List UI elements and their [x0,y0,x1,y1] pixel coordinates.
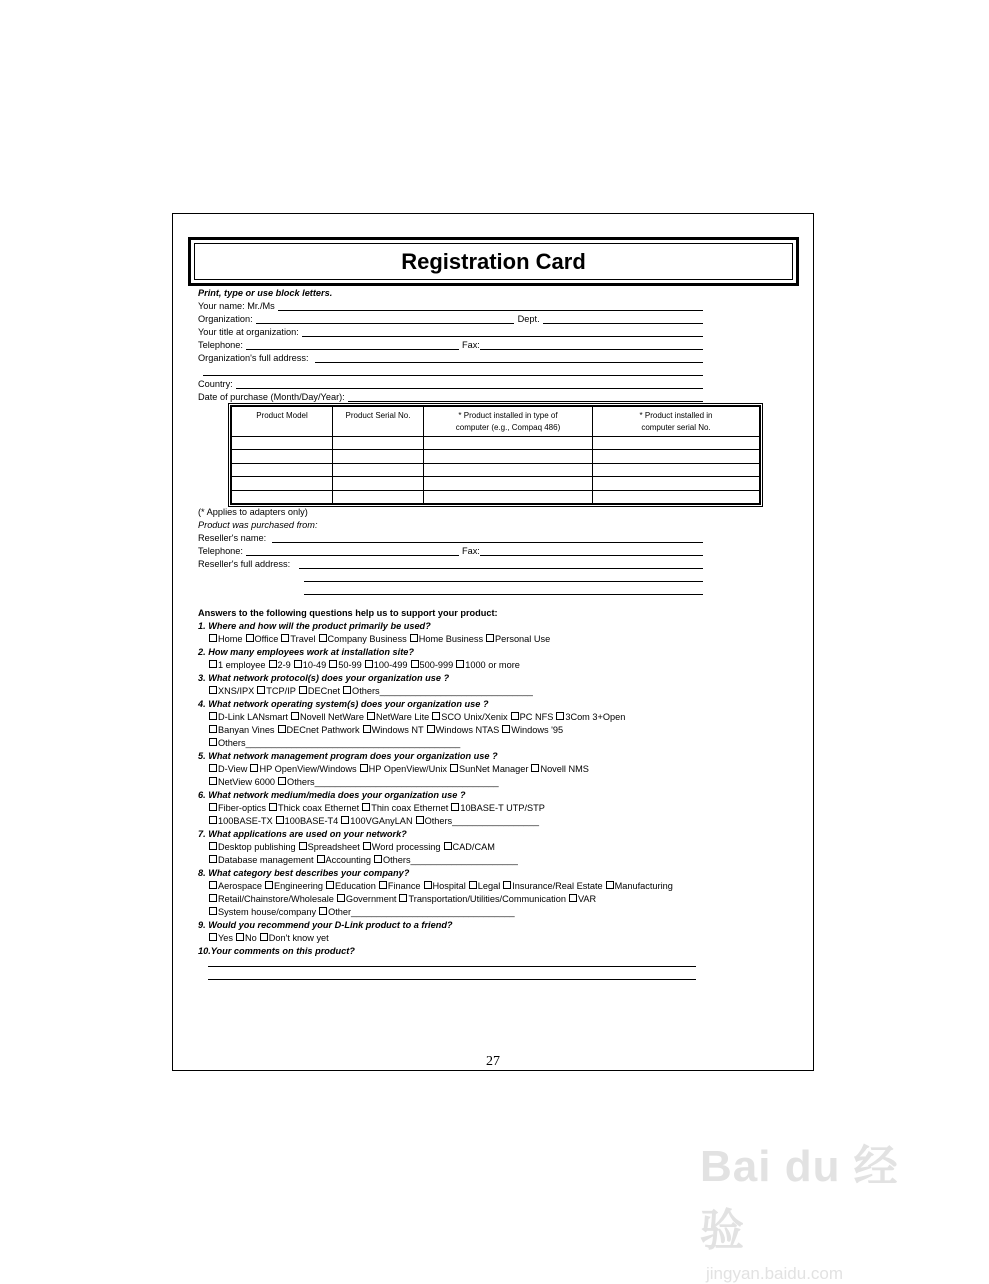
option-label: Fiber-optics [218,803,266,813]
checkbox-icon[interactable] [236,933,244,941]
baidu-watermark [700,1130,940,1283]
option-label: Novell NMS [540,764,589,774]
checkbox-icon[interactable] [432,712,440,720]
table-row [232,490,760,503]
option-label: Home Business [418,634,484,644]
checkbox-icon[interactable] [209,686,217,694]
option-checkbox[interactable] [269,659,291,672]
checkbox-icon[interactable] [209,842,217,850]
question-text: 7. What applications are used on your network? [198,829,407,839]
question-text: 3. What network protocol(s) does your organization use ? [198,673,450,683]
registration-card-page [172,213,814,1071]
reseller-telephone-label: Telephone: [198,546,243,556]
option-checkbox[interactable] [209,776,275,789]
telephone-label: Telephone: [198,340,243,350]
option-label: Windows '95 [511,725,564,735]
option-checkbox[interactable] [281,633,315,646]
option-checkbox[interactable] [269,802,359,815]
checkbox-icon[interactable] [209,894,217,902]
checkbox-icon[interactable] [209,933,217,941]
option-checkbox[interactable] [343,685,533,698]
checkbox-icon[interactable] [503,881,511,889]
option-checkbox[interactable] [257,685,296,698]
checkbox-icon[interactable] [416,816,424,824]
option-checkbox[interactable] [606,880,673,893]
option-checkbox[interactable] [209,685,254,698]
option-checkbox[interactable] [250,763,356,776]
option-label: 50-99 [338,660,362,670]
checkbox-icon[interactable] [556,712,564,720]
option-checkbox[interactable] [416,815,539,828]
option-label: VAR [577,894,597,904]
option-checkbox[interactable] [326,880,376,893]
option-checkbox[interactable] [317,854,371,867]
option-label: Windows NTAS [435,725,500,735]
option-checkbox[interactable] [432,711,507,724]
checkbox-icon[interactable] [337,894,345,902]
option-label: D-Link LANsmart [218,712,288,722]
dept-label: Dept. [517,314,540,324]
option-checkbox[interactable] [451,802,545,815]
option-label: CAD/CAM [452,842,495,852]
checkbox-icon[interactable] [363,725,371,733]
checkbox-icon[interactable] [379,881,387,889]
checkbox-icon[interactable] [209,712,217,720]
checkbox-icon[interactable] [451,803,459,811]
question-text: 6. What network medium/media does your organization use ? [198,790,466,800]
option-checkbox[interactable] [337,893,397,906]
option-checkbox[interactable] [424,880,466,893]
option-checkbox[interactable] [278,776,499,789]
checkbox-icon[interactable] [209,660,217,668]
table-row [232,477,760,490]
table-row [232,463,760,476]
option-label: 1 employee [218,660,266,670]
option-label: D-View [218,764,248,774]
option-label: Government [345,894,397,904]
country-field[interactable] [236,378,703,389]
option-label: Word processing [371,842,441,852]
checkbox-icon[interactable] [511,712,519,720]
organization-label: Organization: [198,314,253,324]
option-checkbox[interactable] [374,854,518,867]
option-checkbox[interactable] [209,841,296,854]
question-text: 1. Where and how will the product primarily be used? [198,621,431,631]
dept-field[interactable] [543,313,703,324]
checkbox-icon[interactable] [469,881,477,889]
reseller-telephone-field[interactable] [246,545,459,556]
option-label: SunNet Manager [458,764,529,774]
option-label: 100-499 [373,660,408,670]
reseller-address-field[interactable] [299,558,703,569]
option-label: HP OpenView/Windows [259,764,357,774]
option-label: DECnet [307,686,341,696]
col-header-model: Product Model [232,407,333,437]
option-label: Thick coax Ethernet [278,803,360,813]
option-label: Others__________________________________________ [218,738,461,748]
option-label: Windows NT [371,725,424,735]
option-label: Travel [290,634,316,644]
checkbox-icon[interactable] [250,764,258,772]
checkbox-icon[interactable] [486,634,494,642]
option-label: Transportation/Utilities/Communication [408,894,566,904]
checkbox-icon[interactable] [319,907,327,915]
checkbox-icon[interactable] [209,855,217,863]
option-label: Thin coax Ethernet [371,803,449,813]
title-field[interactable] [302,326,703,337]
option-label: Aerospace [218,881,262,891]
question-text: 5. What network management program does your organization use ? [198,751,498,761]
option-checkbox[interactable] [209,854,314,867]
checkbox-icon[interactable] [531,764,539,772]
instruction-text: Print, type or use block letters. [198,288,333,298]
checkbox-icon[interactable] [281,634,289,642]
option-label: 500-999 [419,660,454,670]
reseller-address-field-3[interactable] [304,584,703,595]
reseller-address-label: Reseller's full address: [198,559,291,569]
questions-list [198,620,703,958]
watermark-logo: Bai du 经验 [700,1142,899,1255]
option-label: 10BASE-T UTP/STP [460,803,545,813]
checkbox-icon[interactable] [569,894,577,902]
option-label: PC NFS [519,712,554,722]
checkbox-icon[interactable] [343,686,351,694]
checkbox-icon[interactable] [269,803,277,811]
option-checkbox[interactable] [209,724,275,737]
checkbox-icon[interactable] [209,738,217,746]
reseller-name-label: Reseller's name: [198,533,267,543]
option-checkbox[interactable] [209,802,266,815]
option-label: Finance [387,881,421,891]
checkbox-icon[interactable] [294,660,302,668]
checkbox-icon[interactable] [209,764,217,772]
page-number: 27 [486,1054,500,1069]
option-label: Spreadsheet [307,842,360,852]
option-checkbox[interactable] [209,893,334,906]
checkbox-icon[interactable] [209,907,217,915]
option-checkbox[interactable] [444,841,495,854]
comment-line[interactable] [208,954,696,967]
checkbox-icon[interactable] [269,660,277,668]
comment-line[interactable] [208,967,696,980]
comments-area[interactable] [208,954,696,980]
option-label: 10-49 [302,660,327,670]
option-checkbox[interactable] [329,659,362,672]
checkbox-icon[interactable] [319,634,327,642]
watermark-url: jingyan.baidu.com [706,1264,844,1283]
option-label: Personal Use [495,634,551,644]
option-label: Retail/Chainstore/Wholesale [218,894,334,904]
option-label: DECnet Pathwork [286,725,360,735]
question-text: 9. Would you recommend your D-Link product to a friend? [198,920,453,930]
registration-form [198,287,703,404]
option-label: NetWare Lite [375,712,430,722]
option-checkbox[interactable] [341,815,412,828]
checkbox-icon[interactable] [265,881,273,889]
option-checkbox[interactable] [360,763,447,776]
col-header-computer-serial: * Product installed in computer serial No. [593,407,760,437]
option-label: Insurance/Real Estate [512,881,603,891]
checkbox-icon[interactable] [299,842,307,850]
option-label: Don't know yet [268,933,329,943]
question-text: 10.Your comments on this product? [198,946,355,956]
checkbox-icon[interactable] [278,725,286,733]
checkbox-icon[interactable] [606,881,614,889]
option-checkbox[interactable] [276,815,339,828]
col-header-computer-type: * Product installed in type of computer (e.g., Compaq 486) [424,407,593,437]
option-checkbox[interactable] [365,659,408,672]
checkbox-icon[interactable] [299,686,307,694]
checkbox-icon[interactable] [444,842,452,850]
table-row [232,450,760,463]
option-label: 1000 or more [465,660,520,670]
option-checkbox[interactable] [450,763,528,776]
option-label: Other________________________________ [328,907,515,917]
product-table [228,403,763,507]
checkbox-icon[interactable] [246,634,254,642]
checkbox-icon[interactable] [360,764,368,772]
checkbox-icon[interactable] [427,725,435,733]
option-checkbox[interactable] [260,932,329,945]
option-label: Manufacturing [614,881,673,891]
option-label: Database management [218,855,314,865]
option-checkbox[interactable] [209,880,262,893]
option-checkbox[interactable] [569,893,596,906]
option-label: System house/company [218,907,317,917]
reseller-section [198,506,703,958]
checkbox-icon[interactable] [326,881,334,889]
option-label: Novell NetWare [299,712,364,722]
option-checkbox[interactable] [209,906,316,919]
checkbox-icon[interactable] [410,634,418,642]
page-title: Registration Card [401,248,586,274]
option-checkbox[interactable] [299,841,360,854]
option-label: 100BASE-TX [218,816,273,826]
checkbox-icon[interactable] [411,660,419,668]
checkbox-icon[interactable] [399,894,407,902]
option-label: Office [254,634,279,644]
option-checkbox[interactable] [236,932,257,945]
option-checkbox[interactable] [209,763,247,776]
title-frame [188,237,799,286]
option-checkbox[interactable] [502,724,563,737]
country-label: Country: [198,379,233,389]
option-label: Education [334,881,376,891]
option-checkbox[interactable] [265,880,323,893]
option-label: 3Com 3+Open [565,712,626,722]
checkbox-icon[interactable] [341,816,349,824]
option-label: Engineering [273,881,323,891]
option-label: Others____________________________________ [287,777,499,787]
question-text: 8. What category best describes your company? [198,868,410,878]
option-checkbox[interactable] [503,880,602,893]
fax-label: Fax: [461,340,480,350]
option-checkbox[interactable] [209,633,243,646]
option-checkbox[interactable] [486,633,550,646]
organization-field[interactable] [256,313,514,324]
checkbox-icon[interactable] [450,764,458,772]
telephone-field[interactable] [246,339,459,350]
reseller-fax-label: Fax: [461,546,480,556]
option-label: Hospital [432,881,466,891]
fax-field[interactable] [480,339,703,350]
reseller-fax-field[interactable] [480,545,703,556]
option-label: Banyan Vines [218,725,275,735]
checkbox-icon[interactable] [209,803,217,811]
title-label: Your title at organization: [198,327,299,337]
org-address-label: Organization's full address: [198,353,309,363]
org-address-field-2[interactable] [203,365,703,376]
option-checkbox[interactable] [209,932,233,945]
org-address-field[interactable] [315,352,703,363]
option-checkbox[interactable] [319,906,515,919]
checkbox-icon[interactable] [257,686,265,694]
checkbox-icon[interactable] [424,881,432,889]
option-checkbox[interactable] [294,659,327,672]
checkbox-icon[interactable] [362,803,370,811]
option-label: NetView 6000 [218,777,276,787]
option-label: XNS/IPX [218,686,255,696]
option-checkbox[interactable] [209,815,273,828]
option-label: 100BASE-T4 [284,816,339,826]
checkbox-icon[interactable] [502,725,510,733]
option-checkbox[interactable] [511,711,554,724]
option-label: Others_____________________ [382,855,518,865]
checkbox-icon[interactable] [329,660,337,668]
question-text: 4. What network operating system(s) does your organization use ? [198,699,489,709]
checkbox-icon[interactable] [276,816,284,824]
option-checkbox[interactable] [363,724,424,737]
checkbox-icon[interactable] [317,855,325,863]
checkbox-icon[interactable] [278,777,286,785]
option-checkbox[interactable] [411,659,454,672]
checkbox-icon[interactable] [209,777,217,785]
option-checkbox[interactable] [278,724,360,737]
option-label: 100VGAnyLAN [350,816,413,826]
col-header-serial: Product Serial No. [333,407,424,437]
checkbox-icon[interactable] [367,712,375,720]
option-checkbox[interactable] [209,659,266,672]
option-checkbox[interactable] [291,711,364,724]
option-checkbox[interactable] [299,685,340,698]
name-label: Your name: Mr./Ms [198,301,275,311]
questions-intro: Answers to the following questions help us to support your product: [198,608,498,618]
checkbox-icon[interactable] [365,660,373,668]
option-checkbox[interactable] [209,737,460,750]
option-checkbox[interactable] [367,711,429,724]
checkbox-icon[interactable] [209,881,217,889]
checkbox-icon[interactable] [209,634,217,642]
option-checkbox[interactable] [209,711,288,724]
checkbox-icon[interactable] [260,933,268,941]
checkbox-icon[interactable] [209,816,217,824]
option-checkbox[interactable] [319,633,407,646]
checkbox-icon[interactable] [291,712,299,720]
reseller-name-field[interactable] [272,532,703,543]
option-checkbox[interactable] [556,711,625,724]
option-checkbox[interactable] [427,724,500,737]
option-checkbox[interactable] [246,633,279,646]
checkbox-icon[interactable] [363,842,371,850]
checkbox-icon[interactable] [209,725,217,733]
option-label: Accounting [325,855,371,865]
option-checkbox[interactable] [531,763,589,776]
option-label: Desktop publishing [218,842,296,852]
question-text: 2. How many employees work at installation site? [198,647,414,657]
option-label: Yes [218,933,233,943]
option-label: TCP/IP [266,686,296,696]
purchase-date-label: Date of purchase (Month/Day/Year): [198,392,345,402]
adapter-note: (* Applies to adapters only) [198,507,308,517]
option-label: SCO Unix/Xenix [441,712,508,722]
option-label: Legal [477,881,501,891]
purchase-date-field[interactable] [348,391,703,402]
option-label: 2-9 [277,660,291,670]
option-label: Others_________________ [424,816,540,826]
option-checkbox[interactable] [410,633,483,646]
name-field[interactable] [278,300,703,311]
option-checkbox[interactable] [362,802,448,815]
checkbox-icon[interactable] [456,660,464,668]
option-label: Others______________________________ [352,686,533,696]
option-checkbox[interactable] [379,880,421,893]
option-checkbox[interactable] [469,880,500,893]
option-label: Company Business [327,634,407,644]
table-row [232,437,760,450]
checkbox-icon[interactable] [374,855,382,863]
option-checkbox[interactable] [456,659,520,672]
option-checkbox[interactable] [399,893,565,906]
purchased-from-label: Product was purchased from: [198,520,318,530]
reseller-address-field-2[interactable] [304,571,703,582]
option-checkbox[interactable] [363,841,441,854]
option-label: Home [218,634,243,644]
option-label: No [245,933,257,943]
option-label: HP OpenView/Unix [368,764,447,774]
